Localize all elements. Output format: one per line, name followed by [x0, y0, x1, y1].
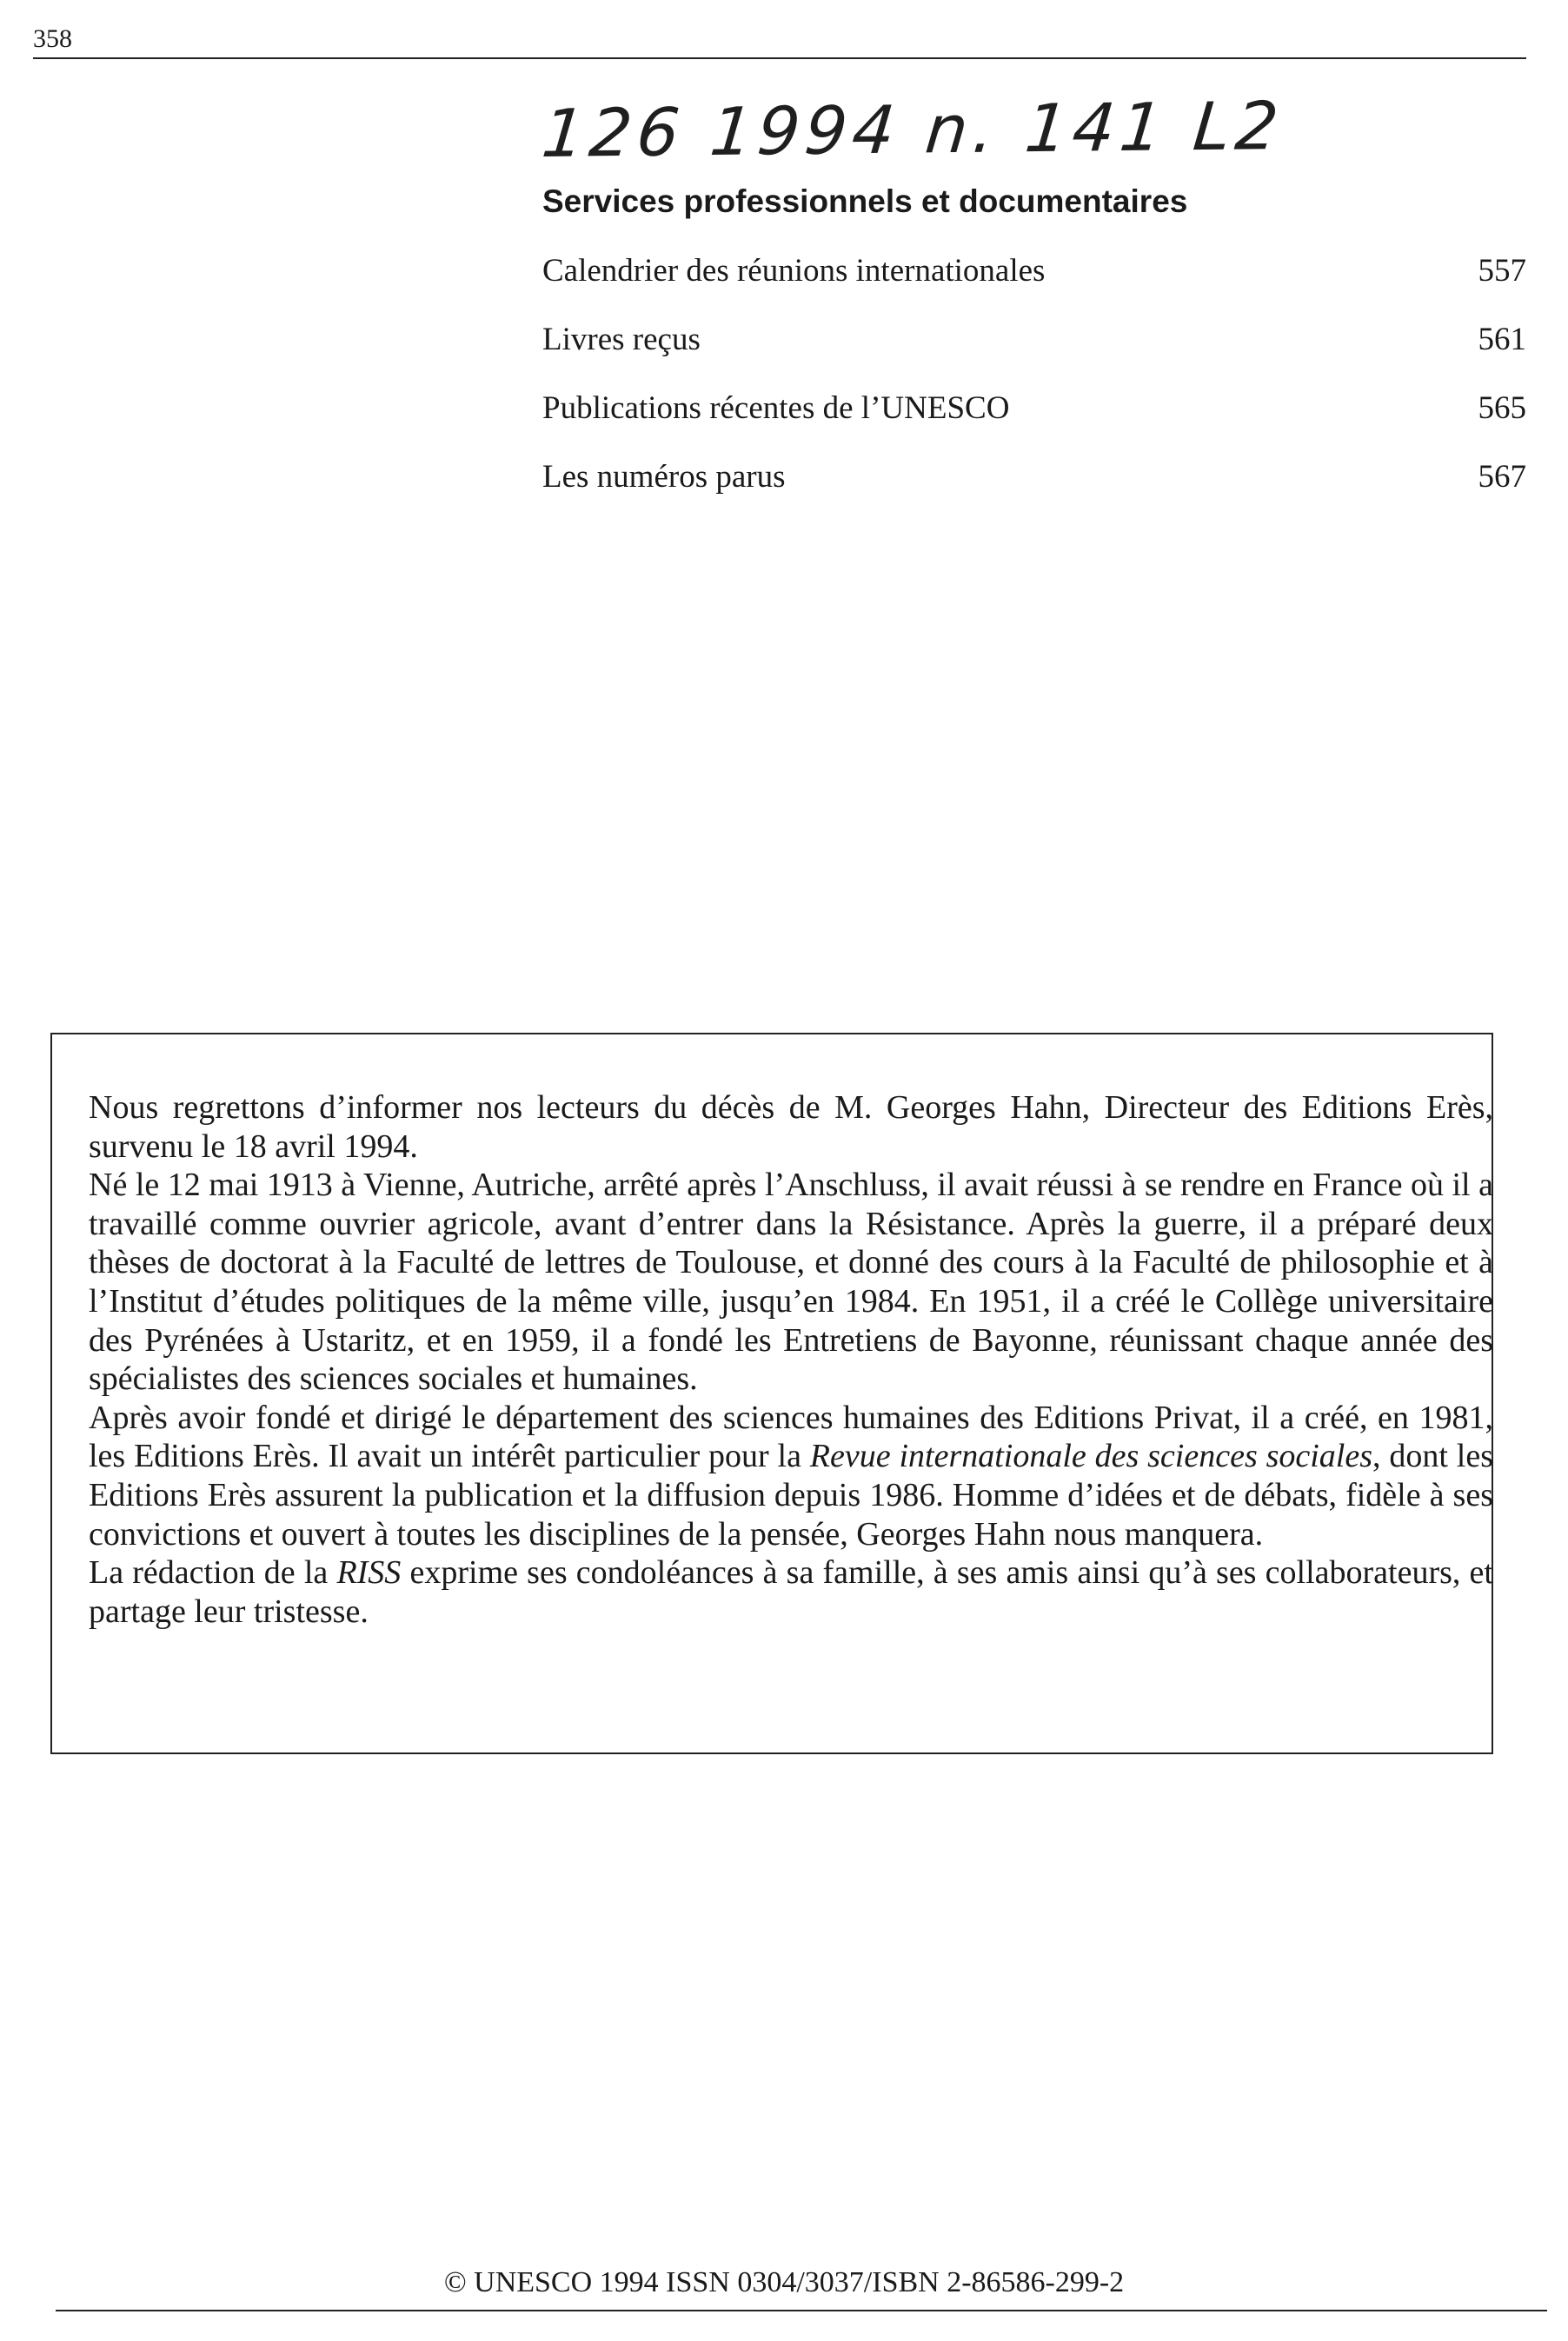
- obituary-notice-box: [50, 1033, 1493, 1754]
- contents-entry-page: 557: [1478, 253, 1526, 289]
- contents-entry-publications: [542, 389, 1526, 458]
- contents-entry-page: 561: [1478, 322, 1526, 357]
- contents-entry-title: Livres reçus: [542, 322, 701, 357]
- contents-entry-title: Les numéros parus: [542, 459, 786, 495]
- journal-acronym: RISS: [336, 1554, 402, 1592]
- notice-paragraph: Nous regrettons d’informer nos lecteurs du décès de M. Georges Hahn, Directeur des Editions Erès, survenu le 18 avril 1994.: [89, 1089, 1493, 1165]
- copyright-line: © UNESCO 1994 ISSN 0304/3037/ISBN 2-86586-299-2: [443, 2266, 1125, 2298]
- section-heading: Services professionnels et documentaires: [542, 183, 1188, 219]
- contents-list: [542, 252, 1526, 527]
- journal-title: Revue internationale des sciences sociales: [809, 1438, 1373, 1475]
- obituary-notice-text: [89, 1088, 1493, 1631]
- notice-text: , dont les Editions Erès assurent la publication et la diffusion depuis 1986. Homme d’idées et de débats, fidèle à ses convictions et ouvert à toutes les disciplines de la pensée, Georges Hahn nous manquera.: [89, 1438, 1493, 1553]
- top-rule: [33, 57, 1526, 59]
- contents-entry-numeros: [542, 458, 1526, 527]
- notice-text: La rédaction de la: [89, 1554, 337, 1592]
- bottom-rule: [56, 2310, 1547, 2311]
- notice-paragraph: [89, 1399, 1493, 1553]
- contents-entry-title: Publications récentes de l’UNESCO: [542, 390, 1010, 426]
- notice-paragraph: [89, 1553, 1493, 1631]
- notice-text: Après avoir fondé et dirigé le département des sciences humaines des Editions Privat, il a créé, en 1981, les Editions Erès. Il avait un intérêt particulier pour la: [89, 1399, 1493, 1475]
- contents-entry-title: Calendrier des réunions internationales: [542, 253, 1046, 289]
- contents-entry-livres: [542, 321, 1526, 389]
- page-number: 358: [33, 24, 72, 53]
- notice-text: exprime ses condoléances à sa famille, à ses amis ainsi qu’à ses collaborateurs, et partage leur tristesse.: [89, 1554, 1493, 1630]
- handwritten-note: 126 1994 n. 141 L2: [538, 87, 1287, 172]
- contents-entry-calendrier: [542, 252, 1526, 321]
- contents-entry-page: 565: [1478, 390, 1526, 426]
- notice-paragraph: Né le 12 mai 1913 à Vienne, Autriche, arrêté après l’Anschluss, il avait réussi à se rendre en France où il a travaillé comme ouvrier agricole, avant d’entrer dans la Résistance. Après la guerre, il a préparé deux thèses de doctorat à la Faculté de lettres de Toulouse, et donné des cours à la Faculté de philosophie et à l’Institut d’études politiques de la même ville, jusqu’en 1984. En 1951, il a créé le Collège universitaire des Pyrénées à Ustaritz, et en 1959, il a fondé les Entretiens de Bayonne, réunissant chaque année des spécialistes des sciences sociales et humaines.: [89, 1167, 1493, 1398]
- contents-entry-page: 567: [1478, 459, 1526, 495]
